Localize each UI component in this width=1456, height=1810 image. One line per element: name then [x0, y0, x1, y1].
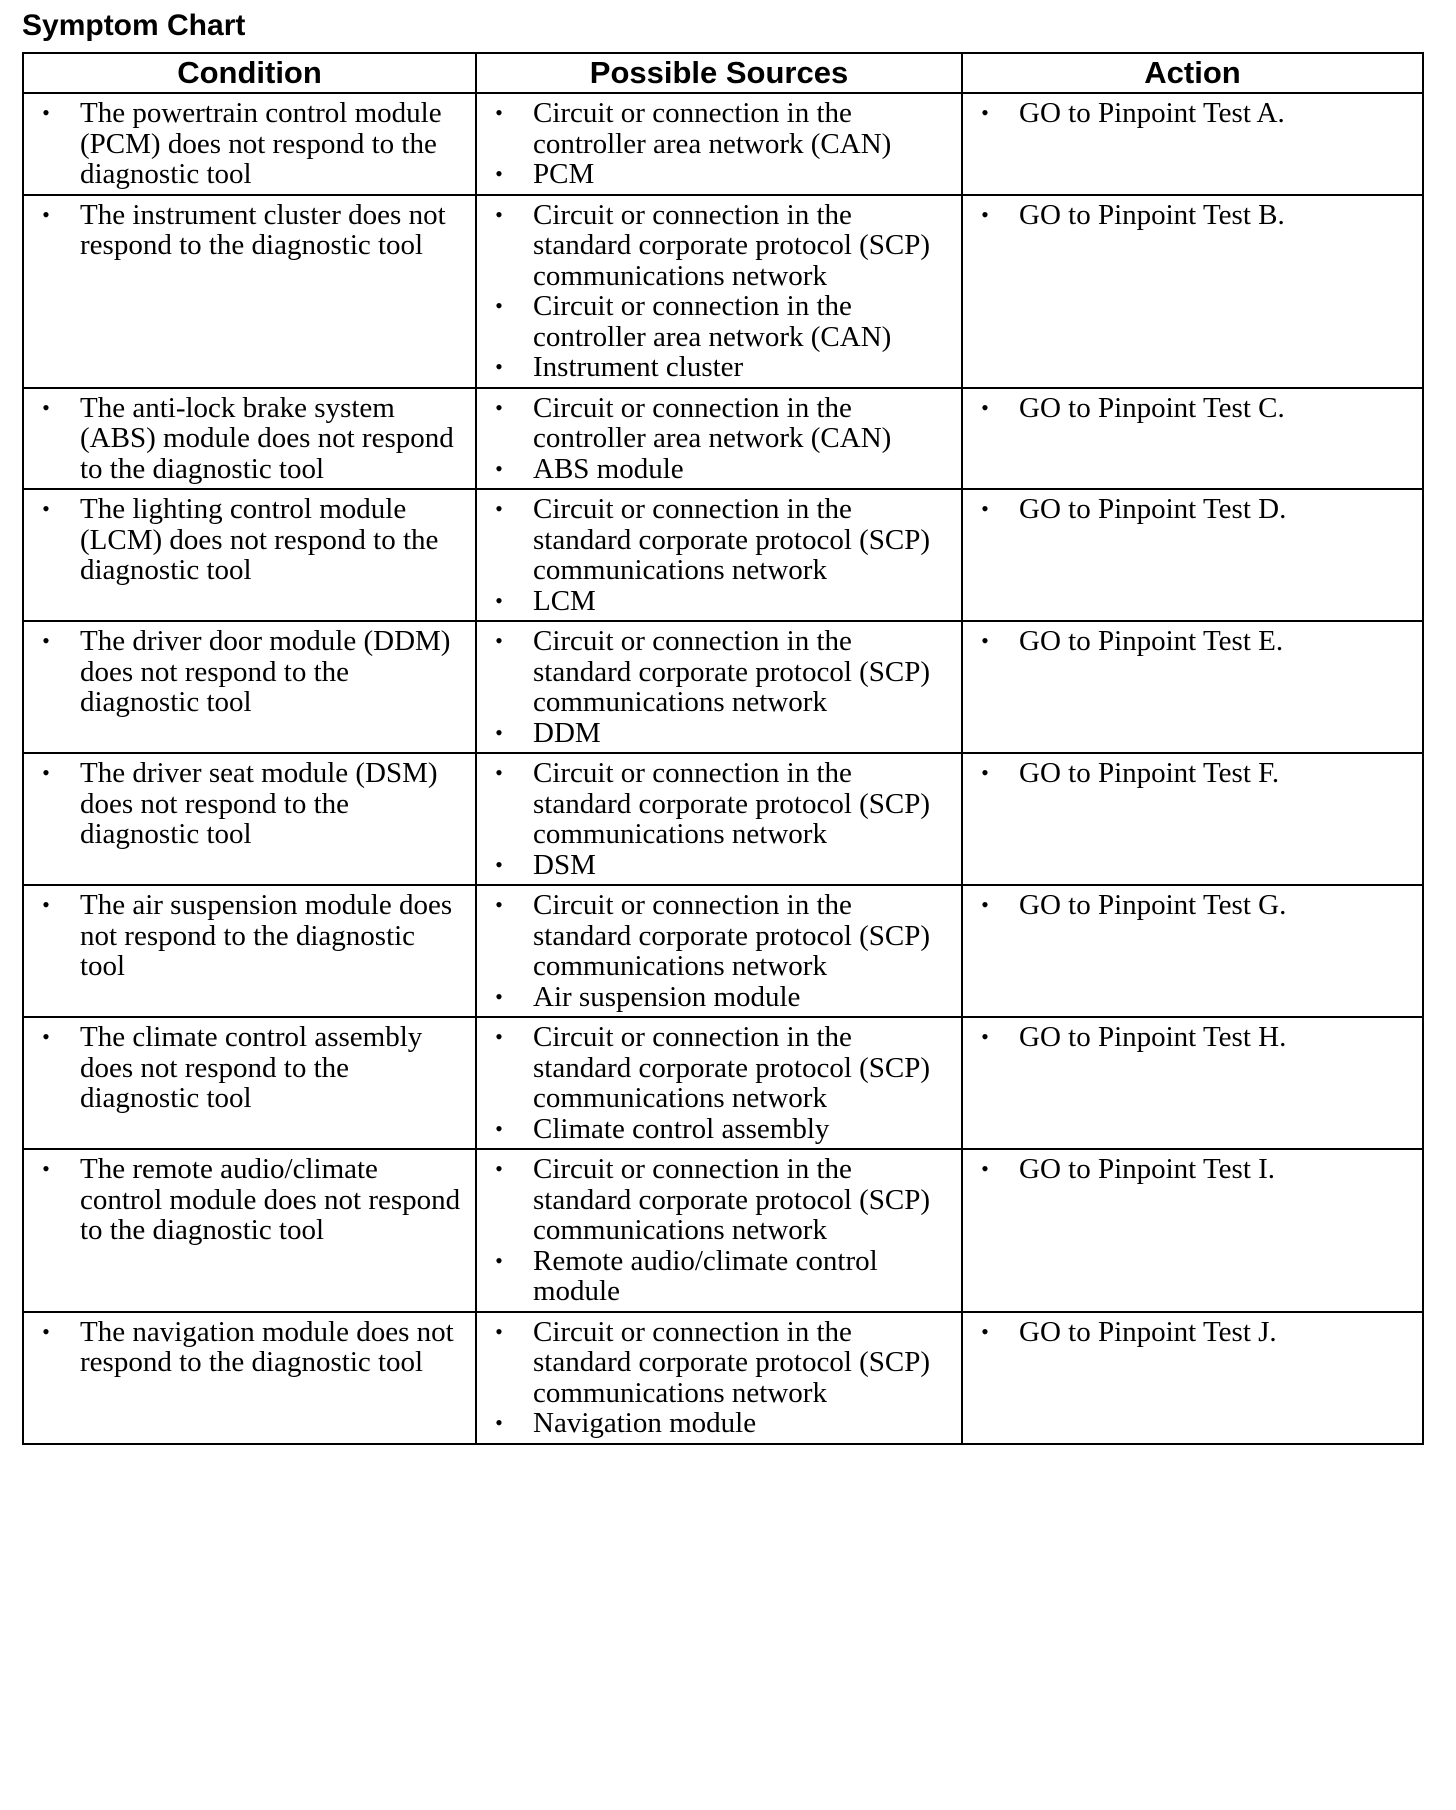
bullet-list: [477, 1022, 953, 1144]
bullet-list: [963, 890, 1414, 921]
bullet-icon: •: [981, 1318, 989, 1344]
bullet-list: [24, 393, 467, 485]
list-item-text: GO to Pinpoint Test B.: [1019, 198, 1285, 231]
list-item: [477, 718, 953, 749]
bullet-icon: •: [495, 1156, 503, 1181]
header-condition: Condition: [23, 53, 476, 93]
list-item-text: The climate control assembly does not respond to the diagnostic tool: [80, 1021, 423, 1114]
list-item-text: DDM: [533, 716, 601, 749]
bullet-icon: •: [495, 455, 503, 481]
table-header-row: [23, 53, 1423, 93]
bullet-icon: •: [981, 1024, 989, 1049]
list-item-text: Circuit or connection in the standard corporate protocol (SCP) communications network: [533, 1315, 931, 1409]
list-item: [477, 454, 953, 485]
list-item-text: LCM: [533, 584, 596, 617]
list-item: [477, 850, 953, 881]
list-item-text: The driver seat module (DSM) does not respond to the diagnostic tool: [80, 757, 438, 850]
table-row: [23, 1312, 1423, 1444]
list-item: [477, 1022, 953, 1114]
list-item-text: ABS module: [533, 452, 684, 485]
action-cell: [962, 621, 1423, 753]
list-item-text: Circuit or connection in the standard corporate protocol (SCP) communications network: [533, 493, 931, 586]
bullet-list: [477, 98, 953, 190]
bullet-icon: •: [42, 394, 50, 420]
list-item: [477, 890, 953, 982]
bullet-list: [24, 494, 467, 586]
list-item: [477, 159, 953, 190]
table-row: [23, 753, 1423, 885]
bullet-icon: •: [981, 201, 989, 227]
list-item-text: The navigation module does not respond to the diagnostic tool: [80, 1315, 454, 1378]
possible-sources-cell: [476, 489, 962, 621]
bullet-list: [24, 758, 467, 850]
list-item-text: Circuit or connection in the controller area network (CAN): [533, 97, 892, 160]
bullet-icon: •: [495, 1410, 503, 1435]
list-item: [24, 98, 467, 190]
list-item-text: The anti-lock brake system (ABS) module does not respond to the diagnostic tool: [80, 391, 454, 485]
bullet-list: [963, 1154, 1414, 1185]
possible-sources-cell: [476, 621, 962, 753]
bullet-icon: •: [495, 354, 503, 379]
possible-sources-cell: [476, 195, 962, 388]
bullet-icon: •: [42, 100, 50, 125]
list-item: [963, 393, 1414, 424]
list-item-text: Circuit or connection in the standard corporate protocol (SCP) communications network: [533, 757, 931, 850]
bullet-list: [24, 890, 467, 982]
bullet-list: [963, 1022, 1414, 1053]
list-item: [24, 890, 467, 982]
bullet-list: [24, 1022, 467, 1114]
bullet-icon: •: [495, 1024, 503, 1049]
action-cell: [962, 753, 1423, 885]
bullet-icon: •: [981, 628, 989, 653]
bullet-icon: •: [495, 496, 503, 521]
bullet-icon: •: [42, 760, 50, 785]
action-cell: [962, 388, 1423, 490]
list-item: [477, 626, 953, 718]
condition-cell: [23, 753, 476, 885]
bullet-icon: •: [42, 496, 50, 521]
action-cell: [962, 1017, 1423, 1149]
list-item: [477, 200, 953, 292]
list-item: [477, 1154, 953, 1246]
list-item-text: Air suspension module: [533, 980, 801, 1013]
action-cell: [962, 1312, 1423, 1444]
bullet-icon: •: [981, 394, 989, 420]
list-item: [24, 1317, 467, 1378]
bullet-icon: •: [42, 1156, 50, 1181]
list-item: [24, 494, 467, 586]
list-item: [477, 982, 953, 1013]
bullet-icon: •: [495, 293, 503, 318]
bullet-icon: •: [42, 201, 50, 227]
condition-cell: [23, 885, 476, 1017]
table-row: [23, 195, 1423, 388]
bullet-icon: •: [495, 161, 503, 186]
bullet-list: [963, 626, 1414, 657]
list-item-text: Instrument cluster: [533, 351, 744, 383]
list-item: [963, 1154, 1414, 1185]
bullet-icon: •: [495, 983, 503, 1009]
list-item-text: GO to Pinpoint Test H.: [1019, 1021, 1287, 1053]
list-item: [24, 1154, 467, 1246]
list-item-text: Remote audio/climate control module: [533, 1244, 878, 1307]
header-possible-sources: Possible Sources: [476, 53, 962, 93]
list-item: [477, 291, 953, 352]
condition-cell: [23, 93, 476, 195]
bullet-icon: •: [981, 100, 989, 125]
bullet-icon: •: [495, 100, 503, 125]
bullet-list: [963, 98, 1414, 129]
condition-cell: [23, 388, 476, 490]
list-item-text: GO to Pinpoint Test J.: [1019, 1315, 1277, 1348]
list-item: [477, 758, 953, 850]
bullet-list: [477, 1154, 953, 1307]
list-item: [477, 1114, 953, 1145]
possible-sources-cell: [476, 93, 962, 195]
possible-sources-cell: [476, 1149, 962, 1312]
action-cell: [962, 93, 1423, 195]
bullet-list: [963, 1317, 1414, 1348]
symptom-table: [22, 52, 1424, 1445]
bullet-icon: •: [495, 719, 503, 745]
list-item: [963, 98, 1414, 129]
bullet-list: [963, 494, 1414, 525]
bullet-list: [24, 200, 467, 261]
condition-cell: [23, 621, 476, 753]
list-item-text: Circuit or connection in the standard corporate protocol (SCP) communications network: [533, 1021, 931, 1114]
list-item: [963, 758, 1414, 789]
list-item-text: The instrument cluster does not respond to the diagnostic tool: [80, 198, 446, 261]
bullet-list: [477, 200, 953, 383]
list-item: [477, 1246, 953, 1307]
list-item: [477, 1408, 953, 1439]
bullet-icon: •: [495, 1115, 503, 1141]
bullet-icon: •: [495, 201, 503, 227]
list-item-text: PCM: [533, 158, 595, 190]
list-item-text: GO to Pinpoint Test C.: [1019, 391, 1285, 424]
condition-cell: [23, 1149, 476, 1312]
bullet-icon: •: [981, 760, 989, 785]
bullet-icon: •: [981, 1156, 989, 1181]
list-item-text: Circuit or connection in the controller area network (CAN): [533, 290, 892, 353]
bullet-list: [477, 890, 953, 1012]
header-action: Action: [962, 53, 1423, 93]
list-item-text: Circuit or connection in the standard corporate protocol (SCP) communications network: [533, 1153, 931, 1246]
list-item-text: GO to Pinpoint Test F.: [1019, 757, 1280, 789]
list-item: [963, 890, 1414, 921]
bullet-icon: •: [42, 892, 50, 917]
list-item: [477, 98, 953, 159]
bullet-list: [963, 200, 1414, 231]
list-item: [24, 200, 467, 261]
bullet-icon: •: [42, 1318, 50, 1344]
bullet-icon: •: [495, 394, 503, 420]
list-item: [477, 494, 953, 586]
bullet-list: [24, 98, 467, 190]
list-item: [24, 626, 467, 718]
bullet-list: [24, 1154, 467, 1246]
bullet-list: [477, 626, 953, 748]
list-item: [963, 1022, 1414, 1053]
table-body: [23, 93, 1423, 1444]
bullet-icon: •: [495, 851, 503, 877]
table-row: [23, 388, 1423, 490]
action-cell: [962, 489, 1423, 621]
list-item-text: GO to Pinpoint Test A.: [1019, 97, 1285, 129]
list-item: [963, 1317, 1414, 1348]
table-row: [23, 621, 1423, 753]
table-row: [23, 93, 1423, 195]
list-item: [24, 758, 467, 850]
list-item: [963, 200, 1414, 231]
list-item-text: Circuit or connection in the standard corporate protocol (SCP) communications network: [533, 625, 931, 718]
bullet-icon: •: [42, 628, 50, 653]
bullet-list: [24, 626, 467, 718]
list-item-text: Circuit or connection in the standard corporate protocol (SCP) communications network: [533, 198, 931, 292]
list-item: [477, 352, 953, 383]
action-cell: [962, 885, 1423, 1017]
bullet-list: [477, 1317, 953, 1439]
list-item-text: Navigation module: [533, 1407, 757, 1439]
bullet-list: [963, 758, 1414, 789]
bullet-icon: •: [981, 496, 989, 521]
list-item-text: DSM: [533, 848, 596, 881]
list-item: [24, 393, 467, 485]
bullet-icon: •: [495, 892, 503, 917]
condition-cell: [23, 489, 476, 621]
action-cell: [962, 1149, 1423, 1312]
list-item: [477, 586, 953, 617]
list-item-text: GO to Pinpoint Test D.: [1019, 493, 1287, 525]
list-item-text: The air suspension module does not respond to the diagnostic tool: [80, 889, 453, 982]
bullet-list: [477, 758, 953, 880]
bullet-icon: •: [495, 760, 503, 785]
bullet-icon: •: [495, 628, 503, 653]
list-item-text: Circuit or connection in the controller area network (CAN): [533, 391, 892, 454]
list-item-text: GO to Pinpoint Test E.: [1019, 625, 1284, 657]
possible-sources-cell: [476, 1017, 962, 1149]
list-item-text: The driver door module (DDM) does not respond to the diagnostic tool: [80, 625, 451, 718]
condition-cell: [23, 1017, 476, 1149]
condition-cell: [23, 1312, 476, 1444]
condition-cell: [23, 195, 476, 388]
bullet-list: [477, 393, 953, 485]
possible-sources-cell: [476, 388, 962, 490]
list-item: [477, 393, 953, 454]
list-item-text: The lighting control module (LCM) does not respond to the diagnostic tool: [80, 493, 439, 586]
list-item: [963, 626, 1414, 657]
list-item: [477, 1317, 953, 1409]
list-item-text: Circuit or connection in the standard corporate protocol (SCP) communications network: [533, 889, 931, 982]
list-item-text: GO to Pinpoint Test G.: [1019, 889, 1287, 921]
bullet-icon: •: [495, 1247, 503, 1273]
bullet-icon: •: [495, 1318, 503, 1344]
bullet-list: [963, 393, 1414, 424]
list-item-text: The powertrain control module (PCM) does not respond to the diagnostic tool: [80, 97, 442, 190]
list-item-text: GO to Pinpoint Test I.: [1019, 1153, 1276, 1185]
action-cell: [962, 195, 1423, 388]
possible-sources-cell: [476, 753, 962, 885]
table-row: [23, 1149, 1423, 1312]
list-item: [24, 1022, 467, 1114]
table-row: [23, 1017, 1423, 1149]
page-title: Symptom Chart: [22, 9, 246, 42]
bullet-icon: •: [981, 892, 989, 917]
list-item-text: Climate control assembly: [533, 1112, 830, 1145]
list-item: [963, 494, 1414, 525]
bullet-list: [24, 1317, 467, 1378]
bullet-list: [477, 494, 953, 616]
possible-sources-cell: [476, 1312, 962, 1444]
bullet-icon: •: [495, 587, 503, 613]
table-row: [23, 885, 1423, 1017]
table-row: [23, 489, 1423, 621]
list-item-text: The remote audio/climate control module does not respond to the diagnostic tool: [80, 1153, 461, 1246]
bullet-icon: •: [42, 1024, 50, 1049]
possible-sources-cell: [476, 885, 962, 1017]
